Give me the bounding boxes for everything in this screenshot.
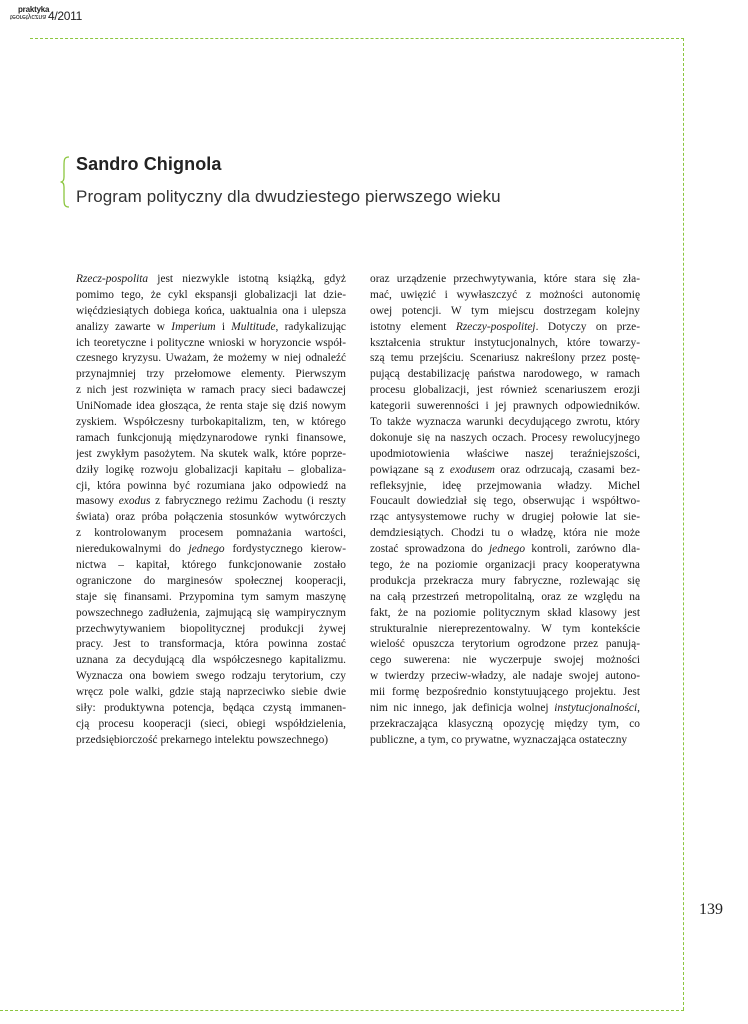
article-title: Program polityczny dla dwudziestego pierwszego wieku (76, 187, 501, 206)
text-line: demdziesiątych. Chodzi tu o władzę, która nie może (370, 527, 640, 540)
text-line: przedsiębiorczość prekarnego intelektu powszechnego) (76, 733, 329, 746)
page-number: 139 (699, 901, 723, 918)
text-line: Rzecz-pospolita jest niezwykle istotną książką, gdyż (76, 273, 346, 285)
journal-brand-bottom: teoretyczna (10, 13, 47, 20)
issue-number: 4/2011 (48, 9, 83, 23)
text-line: oraz urządzenie przechwytywania, które stara się zła- (370, 273, 640, 285)
text-line: z nich jest rozwinięta w ramach pracy sieci badawczej (76, 384, 346, 397)
text-line: świata) oraz próba połączenia stosunków wytwórczych (76, 511, 346, 524)
text-line: przechwytywaniem biopolitycznej produkcji żywej (76, 622, 346, 635)
text-line: dziły logikę rozwoju globalizacji kapitału – globaliza- (76, 463, 346, 476)
text-line: przekraczająca klasyczną opozycję między tym, co (370, 717, 640, 730)
text-line: nim nic innego, jak definicja wolnej instytucjonalności, (370, 702, 640, 715)
text-line: jest zwykłym pasożytem. Na skutek walk, które poprze- (76, 447, 346, 460)
text-line: To także wyznacza warunki decydującego zwrotu, który (370, 416, 640, 429)
text-line: więćdziesiątych dobiega końca, uaktualnia ona i ulepsza (76, 304, 346, 317)
text-line: powszechnego zadłużenia, zajmującą się wampirycznym (76, 606, 346, 619)
text-line: pracy. Jest to transformacja, która powinna zostać (76, 638, 346, 651)
text-line: cego suwerena: nie wyczerpuje swojej możności (370, 654, 640, 667)
right-text-column (370, 272, 640, 749)
text-line: ograniczone do marginesów społecznej kooperacji, (76, 574, 346, 587)
text-line: UniNomade idea głosząca, że renta staje się dziś nowym (76, 400, 346, 413)
text-line: masowy exodus z fabrycznego reżimu Zachodu (i reszty (76, 495, 346, 508)
text-line: ich teoretyczne i polityczne wnioski w horyzoncie współ- (76, 336, 346, 349)
text-line: powiązane są z exodusem oraz odrzucają, czasami bez- (370, 463, 640, 476)
text-line: fakt, że na poziomie politycznym skład klasowy jest (370, 606, 640, 619)
frame-bottom-border (0, 1010, 684, 1011)
journal-brand-top: praktyka (18, 5, 50, 14)
text-line: z kontrolowanym procesem pomnażania wartości, (76, 527, 346, 540)
text-line: staje się finansami. Przypomina tym samym maszynę (76, 590, 346, 603)
text-line: uznana za decydującą dla współczesnego kapitalizmu. (76, 654, 346, 667)
text-line: mać, uwięzić i wywłaszczyć z możności autonomię (370, 288, 640, 301)
text-line: refleksyjnie, ideę przejmowania władzy. Michel (370, 479, 640, 492)
text-line: procesu globalizacji, jest również scenariuszem erozji (370, 384, 640, 397)
text-line: siły: produktywna potencja, będąca czystą immanen- (76, 702, 346, 715)
brace-ornament (60, 156, 70, 208)
text-line: mii formę bezpośrednio konstytuującego projektu. Jest (370, 686, 640, 699)
text-line: produkcja przekracza mury fabryczne, rozlewając się (370, 574, 640, 587)
text-line: w twierdzy przeciw-władzy, ale nadaje swojej autono- (370, 670, 640, 683)
text-line: czesnego kryzysu. Uważam, że możemy w niej odnaleźć (76, 352, 346, 365)
text-line: przynajmniej trzy przełomowe elementy. Pierwszym (76, 368, 346, 381)
text-line: zyskiem. Współczesny turbokapitalizm, ten, w którego (76, 416, 346, 429)
frame-top-border (30, 38, 684, 39)
text-line: tego, że na poziomie organizacji pracy kooperatywna (370, 559, 640, 572)
article-author: Sandro Chignola (76, 154, 222, 174)
text-line: strukturalnie niereprezentowalny. W tym kontekście (370, 622, 640, 635)
text-line: dokonuje się na naszych oczach. Procesy rewolucyjnego (370, 431, 640, 444)
text-line: cji, która powinna być rozumiana jako odpowiedź na (76, 479, 346, 492)
text-line: kształcenia struktur instytucjonalnych, które towarzy- (370, 336, 640, 349)
text-line: upodmiotowienia właściwe naszej teraźniejszości, (370, 447, 640, 460)
text-line: wielość opuszcza terytorium ogrodzone przez panują- (370, 638, 640, 651)
text-line: Wyznacza ona bowiem swego rodzaju terytorium, czy (76, 670, 346, 683)
text-line: istotny element Rzeczy-pospolitej. Dotyczy on prze- (370, 320, 640, 333)
frame-right-border (683, 38, 684, 1010)
text-line: owej potencji. W tym miejscu dostrzegam kolejny (370, 304, 640, 317)
left-text-column (76, 272, 346, 749)
text-line: rząc antysystemowe ruchy w drugiej połowie lat sie- (370, 511, 640, 524)
text-line: Foucault dowiedział się tego, obserwując i współtwo- (370, 495, 640, 508)
text-line: zostać sprowadzona do jednego kontroli, zarówno dla- (370, 543, 640, 556)
text-line: publiczne, a tym, co prywatne, wyznaczająca ostateczny (370, 733, 628, 746)
text-line: nieredukowalnymi do jednego fordystycznego kierow- (76, 543, 346, 556)
text-line: wręcz pole walki, gdzie stają naprzeciwko siebie dwie (76, 686, 346, 699)
text-line: pomimo tego, że cykl ekspansji globalizacji lat dzie- (76, 288, 346, 301)
text-line: szą temu przejściu. Scenariusz nakreślony przez postę- (370, 352, 640, 365)
text-line: kategorii suwerenności i jej prawnych odpowiedników. (370, 400, 640, 413)
text-line: pującą destabilizację państwa narodowego, w ramach (370, 368, 640, 381)
text-line: nictwa – kapitał, którego funkcjonowanie zostało (76, 559, 346, 572)
text-line: na całą przestrzeń metropolitalną, oraz ze względu na (370, 590, 640, 603)
text-line: analizy zawarte w Imperium i Multitude, radykalizując (76, 320, 346, 333)
text-line: cją procesu kooperacji (sieci, obiegi współdzielenia, (76, 717, 346, 730)
text-line: ramach funkcjonują międzynarodowe rynki finansowe, (76, 431, 346, 444)
